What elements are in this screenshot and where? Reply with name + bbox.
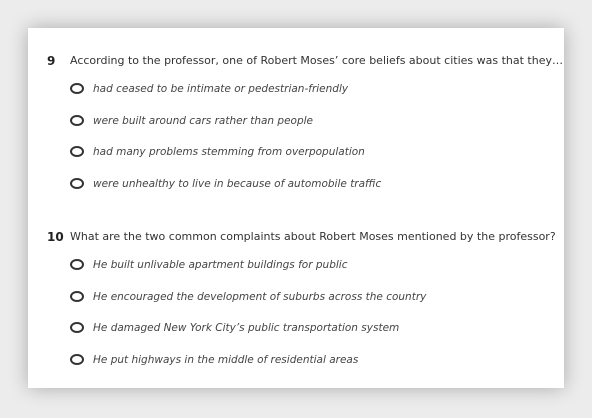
option-label: He damaged New York City’s public transportation system: [93, 322, 400, 334]
option-label: were built around cars rather than people: [93, 114, 314, 127]
option-item[interactable]: [28, 353, 564, 385]
option-label: had ceased to be intimate or pedestrian-friendly: [93, 83, 349, 95]
option-item[interactable]: [28, 177, 564, 209]
option-item[interactable]: [28, 321, 564, 353]
option-label: had many problems stemming from overpopulation: [93, 146, 365, 158]
radio-button[interactable]: [70, 178, 84, 189]
option-item[interactable]: [28, 114, 564, 146]
question-number: 10: [47, 230, 64, 244]
radio-button[interactable]: [70, 83, 84, 94]
radio-button[interactable]: [70, 354, 84, 365]
question-text: What are the two common complaints about Robert Moses mentioned by the professor?: [70, 230, 556, 243]
radio-button[interactable]: [70, 259, 84, 270]
option-item[interactable]: [28, 290, 564, 322]
question-number: 9: [47, 54, 56, 68]
radio-button[interactable]: [70, 322, 84, 333]
options-list: [28, 258, 564, 384]
option-label: He put highways in the middle of residential areas: [93, 353, 359, 366]
radio-button[interactable]: [70, 146, 84, 157]
option-label: He encouraged the development of suburbs across the country: [93, 290, 427, 303]
option-label: He built unlivable apartment buildings for public: [93, 259, 348, 271]
quiz-card: [28, 28, 564, 388]
option-item[interactable]: [28, 258, 564, 290]
radio-button[interactable]: [70, 115, 84, 126]
options-list: [28, 82, 564, 208]
question-text: According to the professor, one of Robert Moses’ core beliefs about cities was that they…: [70, 54, 563, 67]
option-item[interactable]: [28, 145, 564, 177]
radio-button[interactable]: [70, 291, 84, 302]
option-label: were unhealthy to live in because of automobile traffic: [93, 177, 382, 190]
question-9: [28, 52, 564, 208]
question-10: [28, 228, 564, 384]
option-item[interactable]: [28, 82, 564, 114]
